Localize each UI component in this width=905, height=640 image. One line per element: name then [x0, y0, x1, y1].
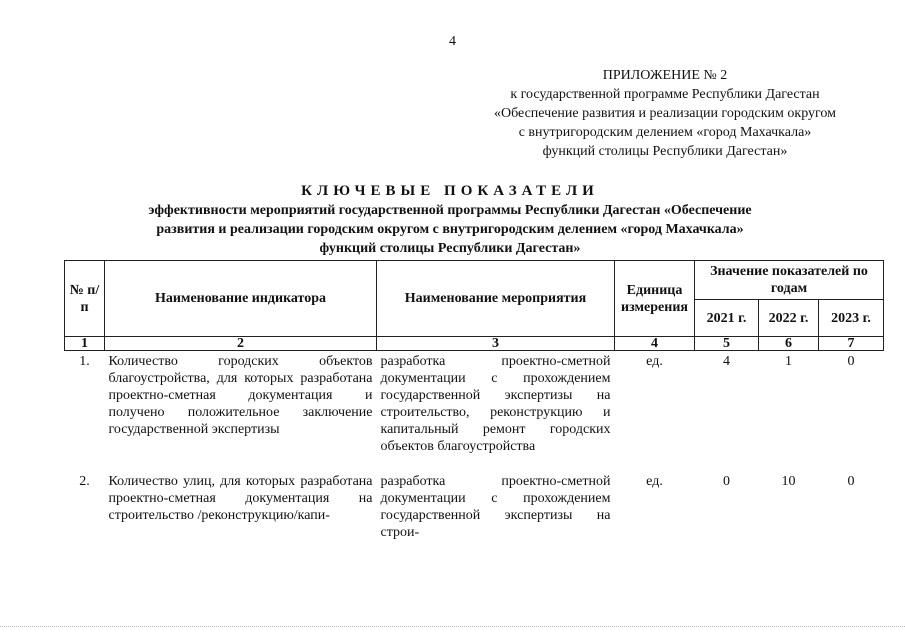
row-unit: ед.: [646, 474, 663, 489]
row-value-2021: 4: [723, 354, 730, 369]
column-number: 7: [819, 337, 884, 351]
header-year-2022: 2022 г.: [759, 300, 819, 337]
title-main: КЛЮЧЕВЫЕ ПОКАЗАТЕЛИ: [301, 183, 599, 199]
row-index: 1.: [79, 354, 90, 369]
header-measure: Наименование мероприятия: [377, 261, 615, 337]
header-year-2023: 2023 г.: [819, 300, 884, 337]
title-line: развития и реализации городским округом с внутригородским делением «город Махачкала»: [156, 222, 744, 237]
row-measure: разработка проектно-сметной документации с прохождением государственной экспертизы на строи-: [380, 474, 611, 540]
column-number: 1: [65, 337, 105, 351]
row-value-2023: 0: [847, 354, 855, 369]
column-number: 3: [377, 337, 615, 351]
appendix-line: к государственной программе Республики Дагестан: [510, 87, 820, 102]
column-number: 6: [759, 337, 819, 351]
row-value-2023: 0: [847, 474, 855, 489]
table-row: [65, 351, 884, 466]
column-number: 2: [105, 337, 377, 351]
appendix-line: с внутригородским делением «город Махачкала»: [518, 125, 812, 140]
row-index: 2.: [79, 474, 90, 489]
header-year-2021: 2021 г.: [695, 300, 759, 337]
title-line: эффективности мероприятий государственной программы Республики Дагестан «Обеспечение: [148, 203, 752, 218]
row-unit: ед.: [646, 354, 663, 369]
row-value-2022: 1: [785, 354, 792, 369]
document-title: [60, 182, 840, 258]
column-number: 5: [695, 337, 759, 351]
header-values-group: Значение показателей по годам: [695, 261, 884, 300]
row-value-2022: 10: [781, 474, 796, 489]
title-line: функций столицы Республики Дагестан»: [319, 241, 581, 256]
appendix-header: [430, 66, 900, 161]
appendix-line: «Обеспечение развития и реализации городским округом: [493, 106, 837, 121]
appendix-line: функций столицы Республики Дагестан»: [542, 144, 788, 159]
appendix-line: ПРИЛОЖЕНИЕ № 2: [602, 68, 728, 83]
column-number: 4: [615, 337, 695, 351]
row-indicator: Количество улиц, для которых разработана проектно-сметная документация на строительство /реконструкцию/капи-: [108, 474, 373, 523]
row-value-2021: 0: [723, 474, 730, 489]
scan-edge-divider: [0, 626, 905, 628]
header-indicator: Наименование индикатора: [105, 261, 377, 337]
page-number: 4: [449, 34, 456, 49]
row-indicator: Количество городских объектов благоустройства, для которых разработана проектно-сметная документация и получено положительное заключение государственной экспертизы: [108, 354, 373, 437]
table-row: [65, 465, 884, 541]
header-unit: Единица измерения: [615, 261, 695, 337]
indicators-table: [64, 260, 884, 541]
row-measure: разработка проектно-сметной документации с прохождением государственной экспертизы на строительство, реконструкцию и капитальный ремонт городских объектов благоустройства: [380, 354, 611, 454]
header-num: № п/п: [65, 261, 105, 337]
